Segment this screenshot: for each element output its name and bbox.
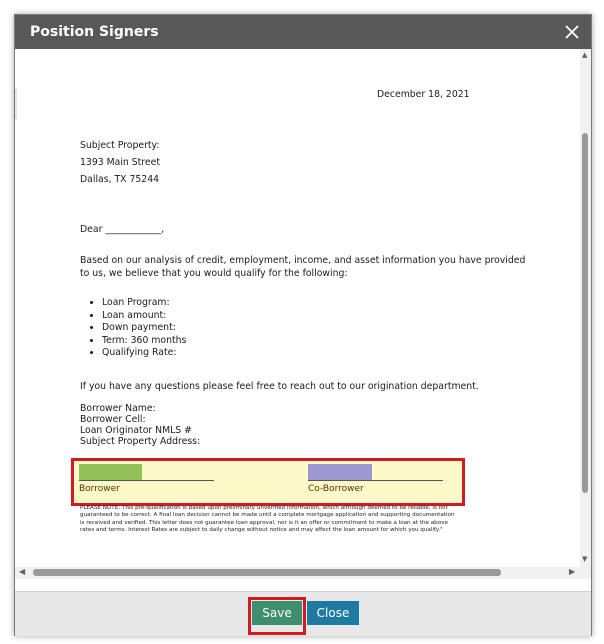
vertical-scroll-thumb[interactable] — [582, 133, 588, 493]
field-subject-address: Subject Property Address: — [80, 436, 201, 447]
dialog-footer — [15, 591, 591, 636]
borrower-signature-block[interactable] — [79, 464, 142, 480]
coborrower-signature-block[interactable] — [308, 464, 372, 480]
borrower-signature-line — [79, 480, 214, 481]
scroll-right-icon[interactable]: ▶ — [569, 567, 576, 576]
borrower-label: Borrower — [79, 484, 120, 494]
salutation: Dear ____________, — [80, 224, 165, 235]
letter-document — [15, 49, 580, 567]
term-item: • Loan Program: — [102, 297, 186, 310]
dialog-titlebar — [15, 15, 591, 49]
term-item: • Qualifying Rate: — [102, 347, 186, 360]
document-viewer[interactable] — [15, 49, 591, 579]
term-item: • Loan amount: — [102, 310, 186, 323]
coborrower-label: Co-Borrower — [308, 484, 364, 494]
scroll-left-icon[interactable]: ◀ — [19, 567, 26, 576]
scroll-up-icon[interactable]: ▲ — [582, 51, 588, 59]
save-button[interactable]: Save — [252, 601, 302, 625]
term-item: • Down payment: — [102, 322, 186, 335]
address-line1: 1393 Main Street — [80, 157, 161, 168]
dialog-title: Position Signers — [30, 24, 159, 40]
field-borrower-cell: Borrower Cell: — [80, 414, 146, 425]
scroll-down-icon[interactable]: ▼ — [582, 555, 588, 563]
terms-list — [80, 297, 186, 360]
questions-line: If you have any questions please feel free to reach out to our origination department. — [80, 381, 479, 392]
letter-date: December 18, 2021 — [377, 89, 470, 100]
field-nmls: Loan Originator NMLS # — [80, 425, 192, 436]
address-line2: Dallas, TX 75244 — [80, 174, 160, 185]
coborrower-signature-line — [308, 480, 443, 481]
signer-positions-area — [71, 458, 465, 506]
subject-property-label: Subject Property: — [80, 140, 160, 151]
intro-line2: to us, we believe that you would qualify for the following: — [80, 268, 348, 279]
term-item: • Term: 360 months — [102, 335, 186, 348]
horizontal-scroll-thumb[interactable] — [33, 569, 501, 576]
close-button[interactable]: Close — [307, 601, 359, 625]
disclaimer-note: PLEASE NOTE: This pre-qualification is based upon preliminary unverified information, which although deemed to be reliable, is not guaranteed to be correct. A final loan decision cannot be made until a complete mortgage application and supporting documentation is received and verified. This letter does not guarantee loan approval, nor is it an offer or commitment to make a loan at the above rates and terms. Interest Rates are subject to daily change without notice and may affect the loan amount for which you qualify." — [80, 505, 455, 534]
field-borrower-name: Borrower Name: — [80, 403, 156, 414]
close-icon[interactable] — [561, 21, 583, 43]
position-signers-dialog — [14, 14, 592, 636]
intro-line1: Based on our analysis of credit, employment, income, and asset information you have provided — [80, 255, 526, 266]
